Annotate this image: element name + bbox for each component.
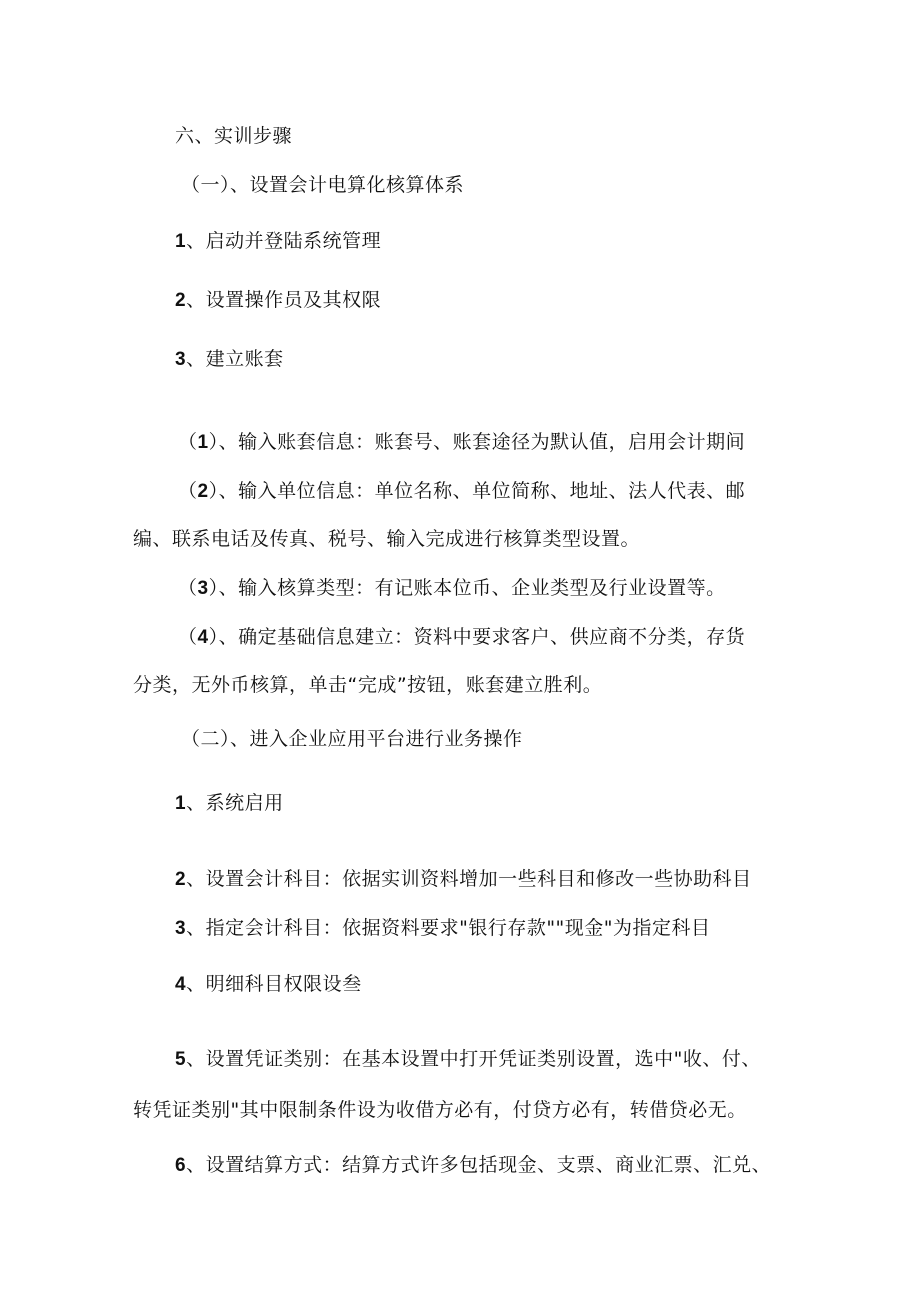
substep-number: 2 bbox=[197, 481, 209, 502]
step-text: 、设置操作员及其权限 bbox=[186, 289, 382, 311]
p2-step-3 bbox=[175, 916, 711, 941]
p2-step-4 bbox=[175, 972, 362, 997]
p2-step-6 bbox=[175, 1153, 771, 1178]
step-number: 3 bbox=[175, 918, 187, 939]
section-six-title: 六、实训步骤 bbox=[175, 125, 293, 147]
substep-text: ）、确定基础信息建立：资料中要求客户、供应商不分类，存货 bbox=[208, 626, 746, 648]
substep-2-continuation: 编、联系电话及传真、税号、输入完成进行核算类型设置。 bbox=[133, 528, 641, 550]
step-number: 2 bbox=[175, 869, 187, 890]
step-text: 、设置凭证类别：在基本设置中打开凭证类别设置，选中"收、付、 bbox=[186, 1048, 761, 1070]
step-text: 、明细科目权限设叁 bbox=[186, 973, 362, 995]
paren-open: （ bbox=[178, 431, 198, 453]
substep-4-continuation: 分类，无外币核算，单击“完成”按钮，账套建立胜利。 bbox=[133, 674, 603, 696]
substep-2 bbox=[178, 479, 745, 504]
step-number: 3 bbox=[175, 349, 187, 370]
step-text: 、设置会计科目：依据实训资料增加一些科目和修改一些协助科目 bbox=[186, 868, 752, 890]
p2-step-2 bbox=[175, 867, 752, 892]
p2-step-1 bbox=[175, 791, 284, 816]
step-text: 、系统启用 bbox=[186, 792, 284, 814]
substep-number: 4 bbox=[197, 627, 209, 648]
p2-step-5-continuation: 转凭证类别"其中限制条件设为收借方必有，付贷方必有，转借贷必无。 bbox=[133, 1099, 747, 1121]
p2-step-5 bbox=[175, 1047, 761, 1072]
paren-open: （ bbox=[178, 577, 198, 599]
step-number: 1 bbox=[175, 231, 187, 252]
substep-text: ）、输入核算类型：有记账本位币、企业类型及行业设置等。 bbox=[208, 577, 726, 599]
step-number: 4 bbox=[175, 974, 187, 995]
paren-open: （ bbox=[178, 626, 198, 648]
step-1 bbox=[175, 229, 381, 254]
step-number: 1 bbox=[175, 793, 187, 814]
substep-number: 1 bbox=[197, 432, 209, 453]
substep-3 bbox=[178, 576, 726, 601]
substep-1 bbox=[178, 430, 745, 455]
step-2 bbox=[175, 288, 381, 313]
step-3 bbox=[175, 347, 284, 372]
substep-4 bbox=[178, 625, 745, 650]
step-number: 5 bbox=[175, 1049, 187, 1070]
substep-text: ）、输入单位信息：单位名称、单位简称、地址、法人代表、邮 bbox=[208, 480, 746, 502]
step-number: 6 bbox=[175, 1155, 187, 1176]
part-one-title: （一）、设置会计电算化核算体系 bbox=[181, 174, 465, 196]
step-text: 、指定会计科目：依据资料要求"银行存款""现金"为指定科目 bbox=[186, 917, 711, 939]
step-text: 、设置结算方式：结算方式许多包括现金、支票、商业汇票、汇兑、 bbox=[186, 1154, 772, 1176]
step-text: 、建立账套 bbox=[186, 348, 284, 370]
part-two-title: （二）、进入企业应用平台进行业务操作 bbox=[181, 728, 523, 750]
substep-number: 3 bbox=[197, 578, 209, 599]
step-text: 、启动并登陆系统管理 bbox=[186, 230, 382, 252]
paren-open: （ bbox=[178, 480, 198, 502]
step-number: 2 bbox=[175, 290, 187, 311]
substep-text: ）、输入账套信息：账套号、账套途径为默认值，启用会计期间 bbox=[208, 431, 746, 453]
